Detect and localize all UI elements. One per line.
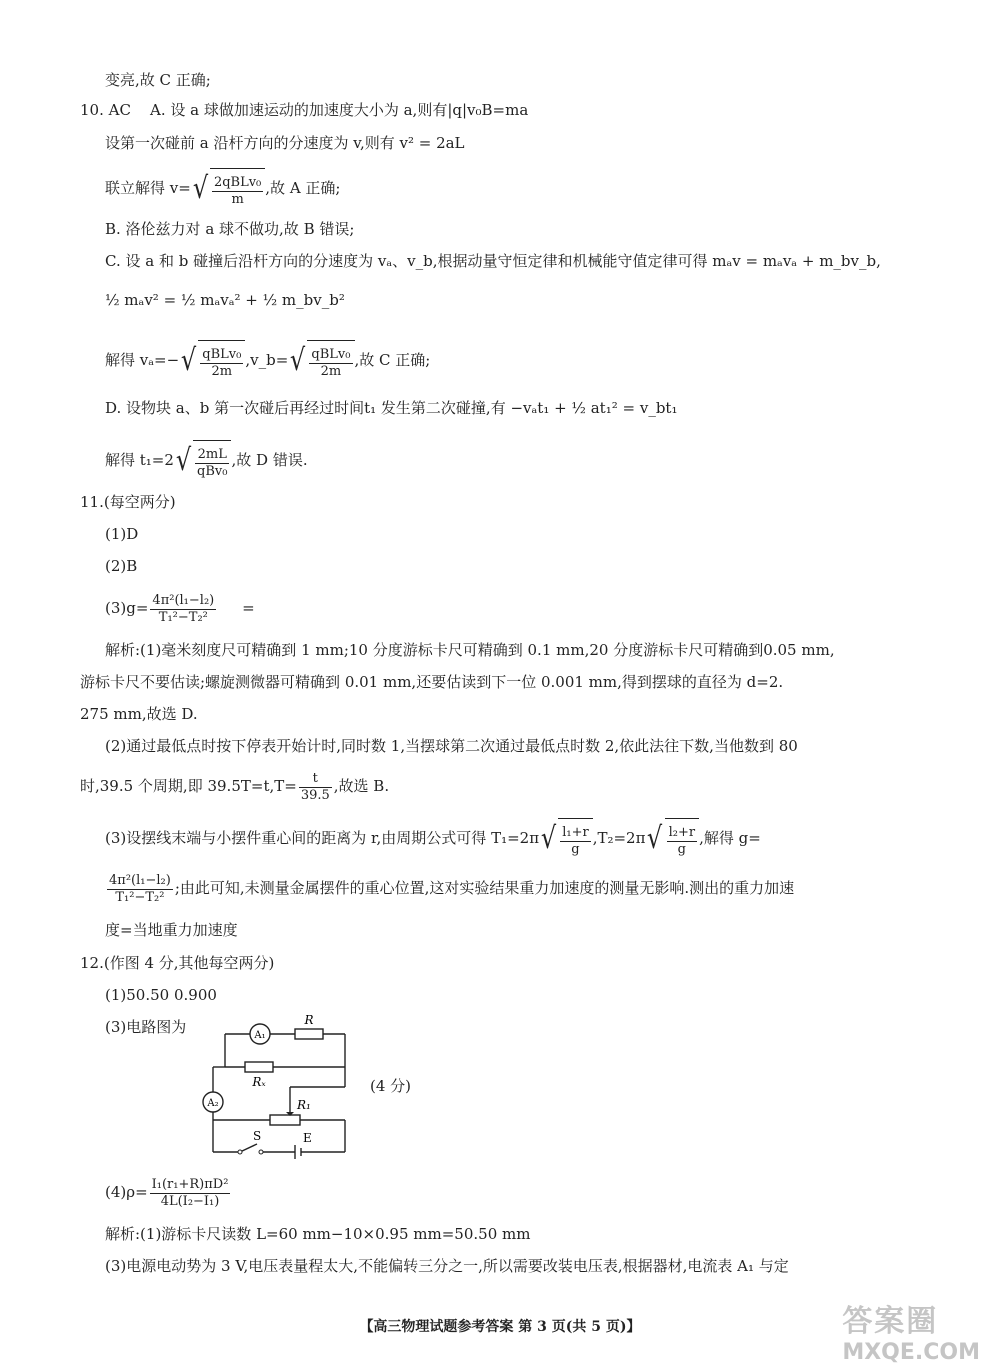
score-label: (4 分)	[370, 1077, 412, 1095]
circuit-diagram	[195, 1012, 365, 1162]
text-line: (3)电源电动势为 3 V,电压表量程太大,不能偏转三分之一,所以需要改装电压表,根据器材,电流表 A₁ 与定	[105, 1257, 789, 1275]
formula-line: $\frac{\text{4π²(l₁−l₂)}}{\text{T₁²−T₂²}}$ ;由此可知,未测量金属摆件的重心位置,这对实验结果重力加速度的测量无影响.测出的重力加速	[109, 872, 795, 905]
q10-label: 10. AC	[80, 101, 131, 119]
ammeter-a2-label: A₂	[207, 1098, 219, 1109]
text-line: D. 设物块 a、b 第一次碰后再经过时间t₁ 发生第二次碰撞,有 −vₐt₁ + ½ at₁² = v_bt₁	[105, 399, 678, 417]
watermark-logo: 答案圈 MXQE.COM	[842, 1304, 980, 1365]
text-line: (2)B	[105, 557, 138, 575]
battery-e-label: E	[303, 1131, 312, 1145]
text-line: 275 mm,故选 D.	[80, 705, 198, 723]
ammeter-a1-label: A₁	[254, 1030, 266, 1041]
text-line: 游标卡尺不要估读;螺旋测微器可精确到 0.01 mm,还要估读到下一位 0.001 mm,得到摆球的直径为 d=2.	[80, 673, 784, 691]
q12-title: 12.(作图 4 分,其他每空两分)	[80, 954, 275, 972]
switch-s-label: S	[253, 1129, 262, 1143]
text-line: B. 洛伦兹力对 a 球不做功,故 B 错误;	[105, 220, 355, 238]
page-footer: 【高三物理试题参考答案 第 3 页(共 5 页)】	[359, 1319, 641, 1335]
formula-line: 解得 vₐ=−√ $\frac{\text{qBLv₀}}{2m}$ ,v_b=√ $\frac{\text{qBLv₀}}{2m}$ ,故 C 正确;	[105, 340, 430, 382]
text-line: 解析:(1)毫米刻度尺可精确到 1 mm;10 分度游标卡尺可精确到 0.1 mm,20 分度游标卡尺可精确到0.05 mm,	[105, 641, 835, 659]
text-line: C. 设 a 和 b 碰撞后沿杆方向的分速度为 vₐ、v_b,根据动量守恒定律和机械能守值定律可得 mₐv = mₐvₐ + m_bv_b,	[105, 252, 881, 270]
formula-line: 时,39.5 个周期,即 39.5T=t,T= $\frac{t}{39.5}$ ,故选 B.	[80, 770, 390, 803]
resistor-r-label: R	[304, 1013, 314, 1027]
text-line: 度=当地重力加速度	[105, 921, 238, 939]
q11-title: 11.(每空两分)	[80, 493, 176, 511]
formula-line: ½ mₐv² = ½ mₐvₐ² + ½ m_bv_b²	[105, 291, 345, 309]
text-line: A. 设 a 球做加速运动的加速度大小为 a,则有|q|v₀B=ma	[150, 101, 529, 119]
formula-line: 解得 t₁=2√ $\frac{2mL}{\text{qBv₀}}$ ,故 D 错误.	[105, 440, 308, 482]
text-line: (3)电路图为	[105, 1018, 187, 1036]
resistor-rx-label: Rₓ	[252, 1075, 266, 1089]
text-line: (2)通过最低点时按下停表开始计时,同时数 1,当摆球第二次通过最低点时数 2,依此法往下数,当他数到 80	[105, 737, 798, 755]
text-line: 设第一次碰前 a 沿杆方向的分速度为 v,则有 v² = 2aL	[105, 134, 465, 152]
rheostat-r1-label: R₁	[297, 1098, 311, 1112]
text-line: (1)D	[105, 525, 139, 543]
formula-line: (3)g= $\frac{\text{4π²(l₁−l₂)}}{\text{T₁²−T₂²}}$ =	[105, 592, 255, 625]
formula-line: (4)ρ= $\frac{\text{I₁(r₁+R)πD²}}{\text{4L(I₂−I₁)}}$	[105, 1176, 229, 1209]
formula-line: (3)设摆线末端与小摆件重心间的距离为 r,由周期公式可得 T₁=2π√ $\frac{\text{l₁+r}}{g}$ ,T₂=2π√ $\frac{\text{l₂+r}}{g}$ ,解得 g=	[105, 818, 761, 860]
text-line: (1)50.50 0.900	[105, 986, 217, 1004]
text-line: 变亮,故 C 正确;	[105, 71, 211, 89]
formula-line: 联立解得 v=√ $\frac{\text{2qBLv₀}}{m}$ ,故 A 正确;	[105, 168, 340, 210]
text-line: 解析:(1)游标卡尺读数 L=60 mm−10×0.95 mm=50.50 mm	[105, 1225, 531, 1243]
